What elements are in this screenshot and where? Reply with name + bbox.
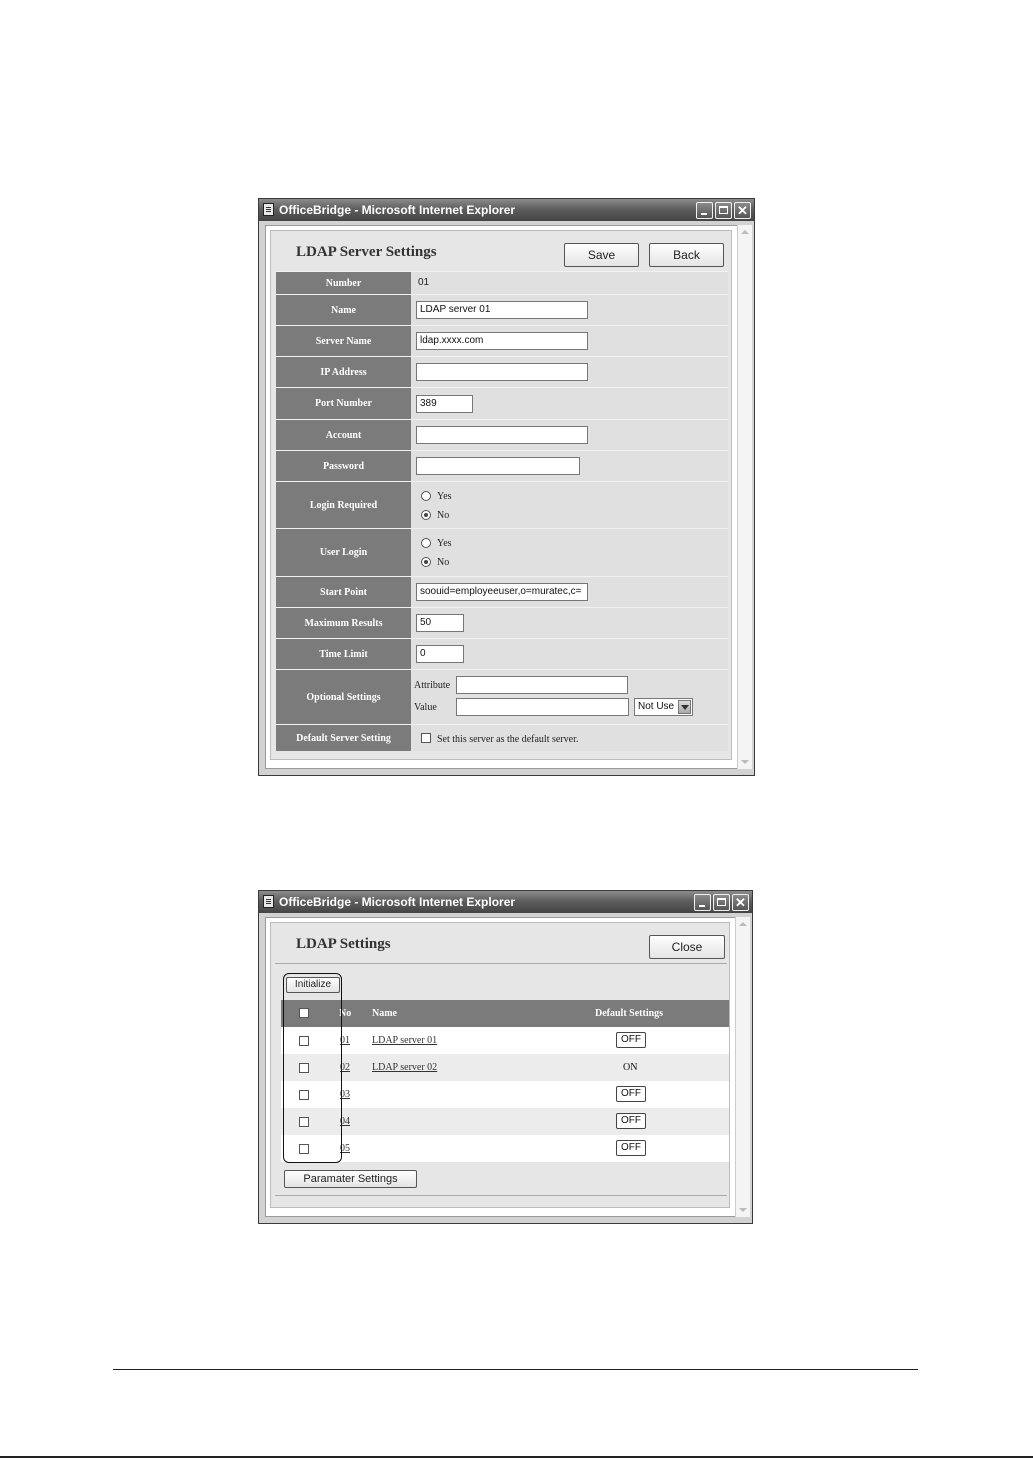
ldap-settings-window [258,890,753,1224]
optional-use-select-value: Not Use [638,701,675,712]
login-required-yes-radio[interactable] [421,491,431,501]
row-ip-address [276,356,728,387]
account-input[interactable] [416,426,588,444]
initialize-button[interactable]: Initialize [286,977,340,993]
settings-panel [270,230,732,760]
user-login-yes-label: Yes [437,538,452,549]
window-title: OfficeBridge - Microsoft Internet Explorer [279,203,516,217]
ip-address-label: IP Address [276,357,411,387]
table-row [281,1054,729,1081]
number-value: 01 [418,277,430,288]
port-number-input[interactable]: 389 [416,395,473,413]
row-no-link[interactable]: 04 [340,1116,350,1127]
minimize-icon [695,895,710,910]
value-input[interactable] [456,698,629,716]
default-server-checkbox[interactable] [421,733,431,743]
table-row [281,1081,729,1108]
row-port-number [276,387,728,419]
time-limit-label: Time Limit [276,639,411,669]
start-point-value-cell [411,577,728,607]
maximize-button[interactable] [715,202,732,219]
user-login-no-radio[interactable] [421,557,431,567]
maximize-button[interactable] [713,894,730,911]
divider [275,1195,727,1196]
server-name-value-cell [411,326,728,356]
row-server-name [276,325,728,356]
page-title: LDAP Settings [296,936,391,952]
table-row [281,1108,729,1135]
chevron-down-icon [678,700,691,714]
port-number-label: Port Number [276,388,411,419]
server-settings-form [276,271,728,751]
page-title: LDAP Server Settings [296,244,437,260]
row-account [276,419,728,450]
optional-settings-value-cell [411,670,728,724]
row-no-link[interactable]: 05 [340,1143,350,1154]
minimize-icon [697,203,712,218]
login-required-yes-label: Yes [437,491,452,502]
page-footer-rule [113,1369,918,1370]
number-label: Number [276,272,411,294]
maximum-results-input[interactable]: 50 [416,614,464,632]
row-optional-settings [276,669,728,724]
user-login-value-cell [411,529,728,576]
vertical-scrollbar[interactable] [735,917,750,1217]
col-no-header: No [339,1008,352,1019]
ie-page-icon [263,203,274,216]
maximum-results-value-cell [411,608,728,638]
scroll-up-icon[interactable] [741,230,749,234]
row-user-login [276,528,728,576]
scroll-up-icon[interactable] [739,922,747,926]
optional-use-select[interactable] [634,698,693,716]
default-server-checkbox-label: Set this server as the default server. [437,734,579,745]
page-client-area [265,917,737,1217]
save-button[interactable]: Save [564,243,639,267]
default-off-button[interactable]: OFF [616,1032,646,1048]
account-label: Account [276,420,411,450]
divider [275,963,727,964]
row-maximum-results [276,607,728,638]
time-limit-value-cell [411,639,728,669]
col-default-header: Default Settings [595,1008,664,1019]
default-off-button[interactable]: OFF [616,1086,646,1102]
row-login-required [276,481,728,528]
maximum-results-label: Maximum Results [276,608,411,638]
row-name [276,294,728,325]
col-name-header: Name [372,1008,397,1019]
ip-address-value-cell [411,357,728,387]
login-required-value-cell [411,482,728,528]
maximize-icon [714,895,729,910]
ip-address-input[interactable] [416,363,588,381]
server-name-input[interactable]: ldap.xxxx.com [416,332,588,350]
minimize-button[interactable] [696,202,713,219]
maximize-icon [716,203,731,218]
scroll-down-icon[interactable] [739,1208,747,1212]
password-input[interactable] [416,457,580,475]
vertical-scrollbar[interactable] [737,225,752,769]
time-limit-input[interactable]: 0 [416,645,464,663]
close-icon: ✕ [737,203,748,218]
ldap-server-settings-window [258,198,755,776]
attribute-label: Attribute [414,680,451,691]
user-login-yes-radio[interactable] [421,538,431,548]
row-no-link[interactable]: 02 [340,1062,350,1073]
parameter-settings-button[interactable]: Paramater Settings [284,1170,417,1188]
row-time-limit [276,638,728,669]
port-number-value-cell [411,388,728,419]
page-client-area [265,225,739,769]
table-row [281,1135,729,1162]
attribute-input[interactable] [456,676,628,694]
default-server-setting-label: Default Server Setting [276,725,411,751]
close-window-button[interactable] [734,202,751,219]
row-name-link[interactable]: LDAP server 02 [372,1062,438,1073]
default-server-setting-value-cell [411,725,728,751]
default-on-status: ON [623,1062,638,1073]
window-titlebar [259,199,754,221]
user-login-no-label: No [437,557,450,568]
checkbox-column-highlight [283,973,342,1163]
close-icon: ✕ [735,895,746,910]
window-titlebar [259,891,752,913]
password-label: Password [276,451,411,481]
ldap-list-panel [270,922,730,1208]
default-off-button[interactable]: OFF [616,1113,646,1129]
value-label: Value [414,702,437,713]
scroll-down-icon[interactable] [741,760,749,764]
close-button[interactable]: Close [649,935,725,959]
server-name-label: Server Name [276,326,411,356]
name-input[interactable]: LDAP server 01 [416,301,588,319]
window-title: OfficeBridge - Microsoft Internet Explorer [279,895,516,909]
row-name-link[interactable]: LDAP server 01 [372,1035,438,1046]
table-header-row [281,1000,729,1027]
number-value-cell [411,272,728,294]
minimize-button[interactable] [694,894,711,911]
user-login-label: User Login [276,529,411,576]
ie-page-icon [263,895,274,908]
default-off-button[interactable]: OFF [616,1140,646,1156]
login-required-no-label: No [437,510,450,521]
login-required-label: Login Required [276,482,411,528]
password-value-cell [411,451,728,481]
start-point-input[interactable]: soouid=employeeuser,o=muratec,c= [416,583,588,601]
back-button[interactable]: Back [649,243,724,267]
login-required-no-radio[interactable] [421,510,431,520]
name-value-cell [411,295,728,325]
row-password [276,450,728,481]
row-no-link[interactable]: 03 [340,1089,350,1100]
name-label: Name [276,295,411,325]
row-number [276,271,728,294]
row-default-server-setting [276,724,728,751]
row-start-point [276,576,728,607]
account-value-cell [411,420,728,450]
start-point-label: Start Point [276,577,411,607]
close-window-button[interactable] [732,894,749,911]
row-no-link[interactable]: 01 [340,1035,350,1046]
optional-settings-label: Optional Settings [276,670,411,724]
table-row [281,1027,729,1054]
